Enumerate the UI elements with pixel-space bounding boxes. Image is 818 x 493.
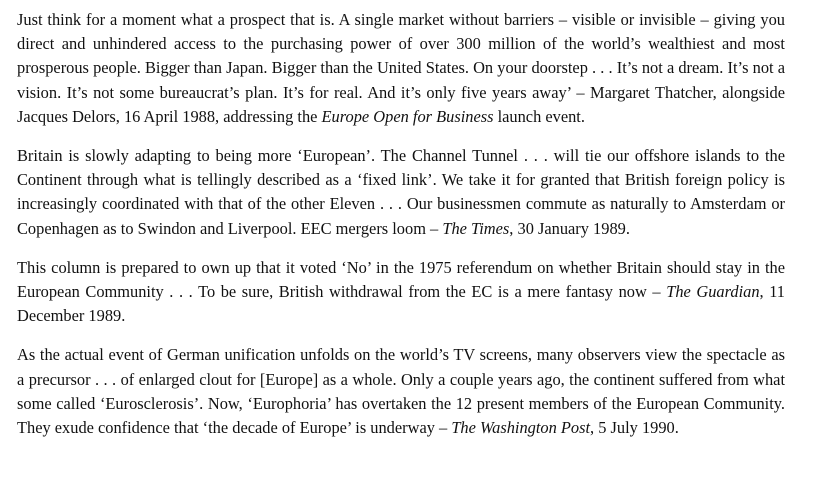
quote-washington-post <box>17 343 785 440</box>
quote-tail: , 30 January 1989. <box>509 218 630 238</box>
quote-text: As the actual event of German unification unfolds on the world’s TV screens, many observers view the spectacle as a precursor . . . of enlarged clout for [Europe] as a whole. Only a couple years ago, the continent suffered from what some called ‘Eurosclerosis’. Now, ‘Europhoria’ has overtaken the 12 present members of the European Community. They exude confidence that ‘the decade of Europe’ is underway – <box>17 345 785 438</box>
quote-tail: launch event. <box>493 106 585 126</box>
quote-text: Britain is slowly adapting to being more ‘European’. The Channel Tunnel . . . will tie our offshore islands to the Continent through what is tellingly described as a ‘fixed link’. We take it for granted that British foreign policy is increasingly coordinated with that of the other Eleven . . . Our businessmen commute as naturally to Amsterdam or Copenhagen as to Swindon and Liverpool. EEC mergers loom – <box>17 146 785 238</box>
quote-source: The Guardian <box>666 282 760 302</box>
quote-thatcher <box>17 8 785 129</box>
quote-source: Europe Open for Business <box>321 106 494 126</box>
quote-the-guardian <box>17 256 785 329</box>
quote-tail: , 5 July 1990. <box>590 418 679 438</box>
epigraph-quotes <box>17 8 785 455</box>
quote-text: Just think for a moment what a prospect that is. A single market without barriers – visible or invisible – giving you direct and unhindered access to the purchasing power of over 300 million of the world’s wealthiest and most prosperous people. Bigger than Japan. Bigger than the United States. On your doorstep . . . It’s not a dream. It’s not a vision. It’s not some bureaucrat’s plan. It’s for real. And it’s only five years away’ – Margaret Thatcher, alongside Jacques Delors, 16 April 1988, addressing the <box>17 10 785 126</box>
quote-tail: , 11 December 1989. <box>17 282 786 326</box>
quote-source: The Times <box>442 218 510 238</box>
quote-the-times <box>17 144 785 241</box>
quote-text: This column is prepared to own up that it voted ‘No’ in the 1975 referendum on whether Britain should stay in the European Community . . . To be sure, British withdrawal from the EC is a mere fantasy now – <box>17 257 785 302</box>
quote-source: The Washington Post <box>451 418 591 438</box>
